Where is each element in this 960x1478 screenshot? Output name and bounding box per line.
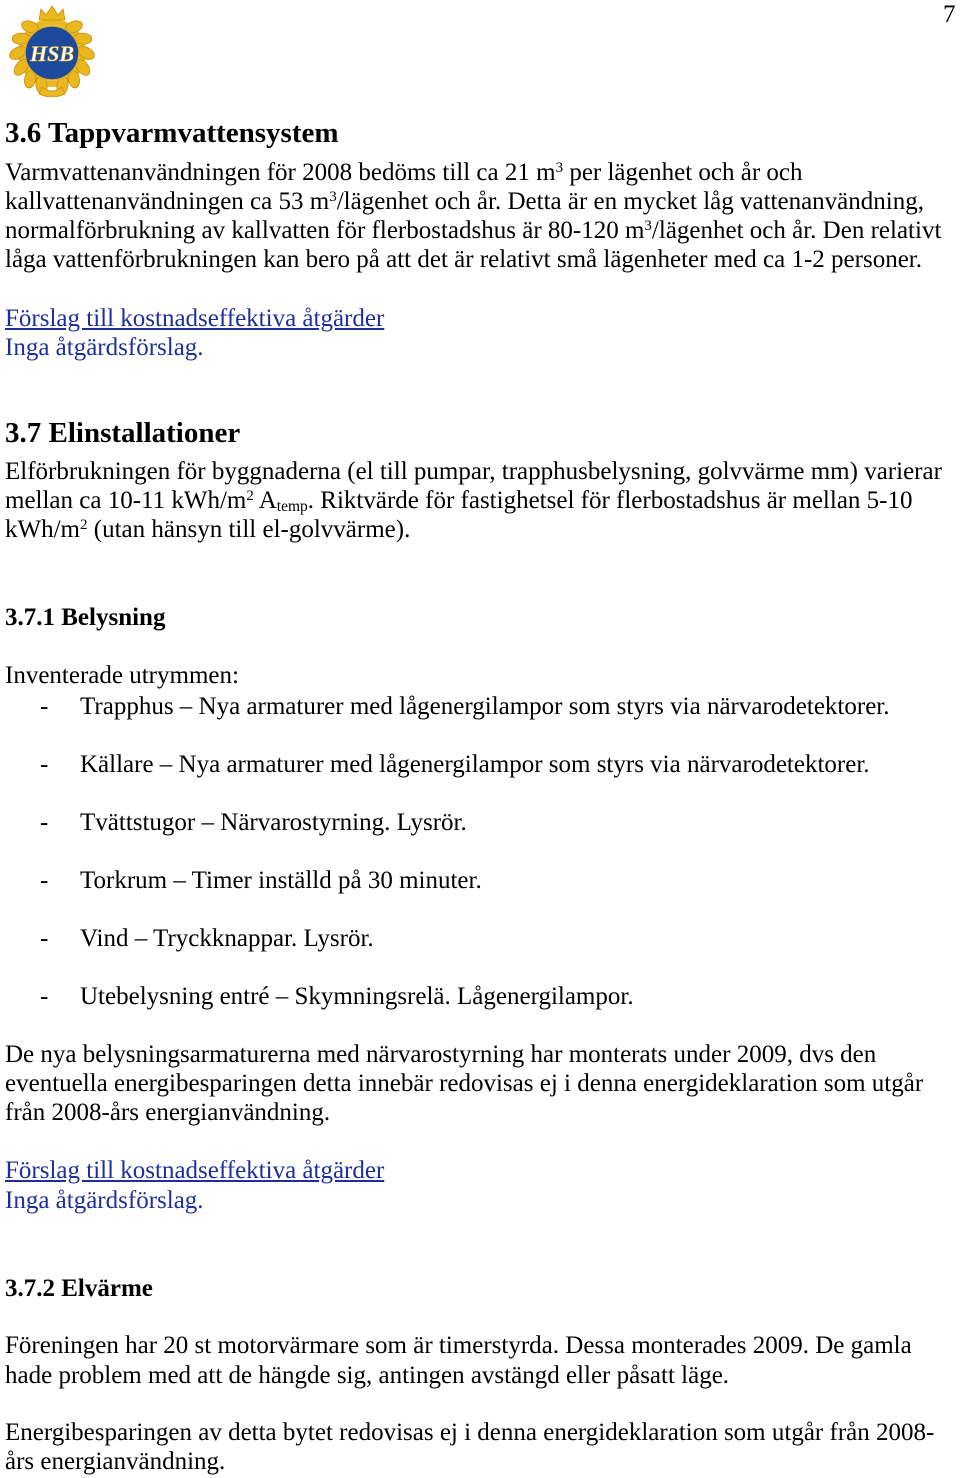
hsb-logo (6, 3, 98, 97)
superscript: 3 (555, 159, 564, 176)
superscript: 3 (644, 217, 652, 234)
ribbon-icon (39, 87, 65, 97)
section-heading: 3.7 Elinstallationer (5, 417, 241, 449)
paragraph-line: Föreningen har 20 st motorvärmare som är timerstyrda. Dessa monterades 2009. De gamla (5, 1332, 912, 1359)
superscript: 3 (329, 188, 337, 205)
paragraph-line: låga vattenförbrukningen kan bero på att det är relativt små lägenheter med ca 1-2 personer. (5, 246, 922, 273)
line-text: (utan hänsyn till el-golvvärme). (87, 516, 411, 543)
subsection-heading: 3.7.1 Belysning (5, 604, 166, 631)
page-number: 7 (943, 1, 956, 28)
line-text: . Riktvärde för fastighetsel för flerbostadshus är mellan 5-10 (307, 487, 913, 514)
line-text: /lägenhet och år. Detta är en mycket låg vattenanvändning, (336, 188, 924, 215)
list-item-text: Trapphus – Nya armaturer med lågenergilampor som styrs via närvarodetektorer. (80, 693, 890, 720)
line-text: normalförbrukning av kallvatten för flerbostadshus är 80-120 m (5, 217, 645, 244)
list-item (40, 982, 634, 1011)
subsection-heading: 3.7.2 Elvärme (5, 1275, 153, 1302)
line-text: kallvattenanvändningen ca 53 m (5, 188, 330, 215)
list-item (40, 808, 467, 837)
paragraph-line: Elförbrukningen för byggnaderna (el till pumpar, trapphusbelysning, golvvärme mm) varierar (5, 458, 942, 485)
list-bullet: - (40, 751, 49, 778)
paragraph-line: från 2008-års energianvändning. (5, 1099, 331, 1126)
crown-icon (39, 6, 65, 20)
line-text: Varmvattenanvändningen för 2008 bedöms till ca 21 m (5, 159, 556, 186)
list-item-text: Torkrum – Timer inställd på 30 minuter. (80, 867, 482, 894)
proposal-heading: Förslag till kostnadseffektiva åtgärder (5, 305, 385, 332)
line-text: per lägenhet och år och (563, 159, 803, 186)
list-item (40, 924, 374, 953)
paragraph-line: Energibesparingen av detta bytet redovisas ej i denna energideklaration som utgår från 2008- (5, 1419, 935, 1446)
list-bullet: - (40, 693, 49, 720)
line-text: mellan ca 10-11 kWh/m (5, 487, 247, 514)
list-item-text: Källare – Nya armaturer med lågenergilampor som styrs via närvarodetektorer. (80, 751, 870, 778)
paragraph-line: De nya belysningsarmaturerna med närvarostyrning har monterats under 2009, dvs den (5, 1041, 877, 1068)
paragraph-line: års energianvändning. (5, 1448, 226, 1475)
subscript: temp (276, 498, 308, 516)
list-bullet: - (40, 983, 49, 1010)
list-item (40, 866, 482, 895)
paragraph-line: eventuella energibesparingen detta innebär redovisas ej i denna energideklaration som utgår (5, 1070, 924, 1097)
list-item (40, 750, 870, 779)
paragraph-line: hade problem med att de hängde sig, antingen avstängd eller påsatt läge. (5, 1362, 730, 1389)
list-item (40, 692, 890, 721)
list-intro: Inventerade utrymmen: (5, 662, 239, 689)
proposal-text: Inga åtgärdsförslag. (5, 334, 204, 361)
proposal-text: Inga åtgärdsförslag. (5, 1187, 204, 1214)
section-heading: 3.6 Tappvarmvattensystem (5, 117, 339, 149)
superscript: 2 (80, 516, 88, 533)
paragraph-line (5, 515, 410, 548)
list-bullet: - (40, 809, 49, 836)
list-bullet: - (40, 925, 49, 952)
list-bullet: - (40, 867, 49, 894)
list-item-text: Tvättstugor – Närvarostyrning. Lysrör. (80, 809, 467, 836)
list-item-text: Vind – Tryckknappar. Lysrör. (80, 925, 374, 952)
line-text: A (253, 487, 277, 514)
line-text: /lägenhet och år. Den relativt (651, 217, 942, 244)
line-text: kWh/m (5, 516, 80, 543)
list-item-text: Utebelysning entré – Skymningsrelä. Lågenergilampor. (80, 983, 634, 1010)
logo-text: HSB (29, 41, 75, 66)
proposal-heading: Förslag till kostnadseffektiva åtgärder (5, 1157, 385, 1184)
superscript: 2 (246, 487, 254, 504)
